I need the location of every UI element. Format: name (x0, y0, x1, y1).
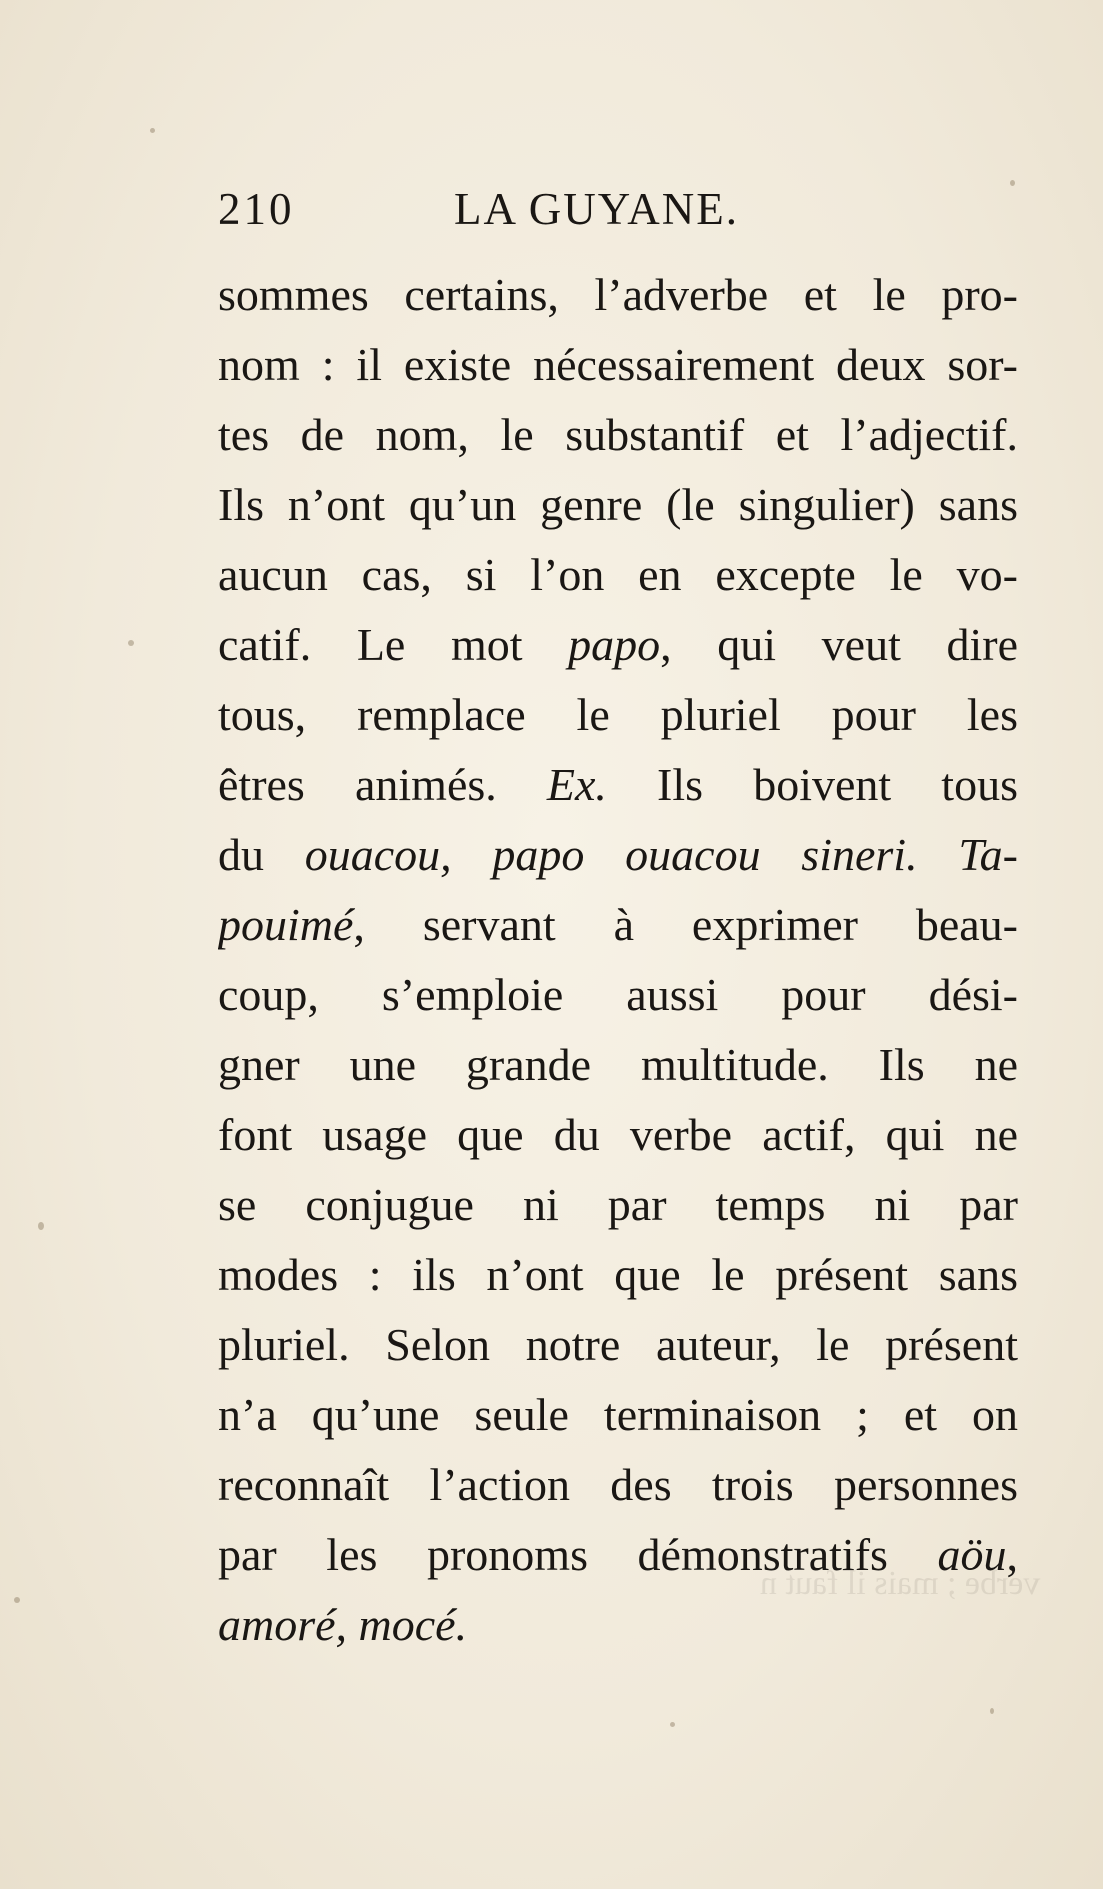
body-text (218, 260, 1018, 1660)
text-line (218, 1310, 1018, 1380)
italic-text: pouimé (218, 899, 354, 950)
paper-spot (14, 1597, 20, 1603)
text-line (218, 1380, 1018, 1450)
text-line (218, 1450, 1018, 1520)
text-segment: nom : il existe nécessairement deux sor- (218, 339, 1018, 390)
text-line (218, 750, 1018, 820)
text-segment: , servant à exprimer beau- (353, 899, 1018, 950)
italic-text: Ex. (546, 759, 607, 810)
page-header (218, 183, 1018, 243)
text-segment: , qui veut dire (660, 619, 1018, 670)
text-line (218, 1170, 1018, 1240)
text-line (218, 400, 1018, 470)
text-segment: Ils n’ont qu’un genre (le singulier) sans (218, 479, 1018, 530)
text-line (218, 960, 1018, 1030)
text-line (218, 890, 1018, 960)
text-segment: se conjugue ni par temps ni par (218, 1179, 1018, 1230)
text-segment: modes : ils n’ont que le présent sans (218, 1249, 1018, 1300)
text-line (218, 470, 1018, 540)
italic-text: papo (568, 619, 661, 670)
text-segment: par les pronoms démonstratifs (218, 1529, 938, 1580)
text-segment: reconnaît l’action des trois personnes (218, 1459, 1018, 1510)
text-line (218, 610, 1018, 680)
paper-spot (128, 640, 134, 646)
text-segment: aucun cas, si l’on en excepte le vo- (218, 549, 1018, 600)
text-line (218, 1030, 1018, 1100)
paper-spot (150, 128, 155, 133)
page-number: 210 (218, 184, 295, 234)
text-segment: pluriel. Selon notre auteur, le présent (218, 1319, 1018, 1370)
text-line (218, 820, 1018, 890)
paper-spot (990, 1708, 994, 1714)
paper-spot (38, 1222, 44, 1230)
text-segment: êtres animés. (218, 759, 547, 810)
italic-text: aöu (937, 1529, 1007, 1580)
text-segment: sommes certains, l’adverbe et le pro- (218, 269, 1018, 320)
text-segment: Ils boivent tous (606, 759, 1018, 810)
text-segment: du (218, 829, 305, 880)
text-segment: gner une grande multitude. Ils ne (218, 1039, 1018, 1090)
show-through-text: verbe ; mais il faut n (760, 1565, 1041, 1602)
running-head: LA GUYANE. (454, 184, 739, 234)
text-segment: n’a qu’une seule terminaison ; et on (218, 1389, 1018, 1440)
text-segment: font usage que du verbe actif, qui ne (218, 1109, 1018, 1160)
text-line (218, 260, 1018, 330)
text-line (218, 330, 1018, 400)
text-line (218, 680, 1018, 750)
italic-text: amoré, mocé. (218, 1599, 468, 1650)
text-segment: tous, remplace le pluriel pour les (218, 689, 1018, 740)
italic-text: ouacou, papo ouacou sineri. Ta- (304, 829, 1018, 880)
text-segment: coup, s’emploie aussi pour dési- (218, 969, 1018, 1020)
text-line (218, 1240, 1018, 1310)
text-segment: catif. Le mot (218, 619, 569, 670)
text-line (218, 1100, 1018, 1170)
text-segment: , (1006, 1529, 1018, 1580)
text-segment: tes de nom, le substantif et l’adjectif. (218, 409, 1018, 460)
paper-spot (670, 1722, 675, 1727)
text-line (218, 540, 1018, 610)
